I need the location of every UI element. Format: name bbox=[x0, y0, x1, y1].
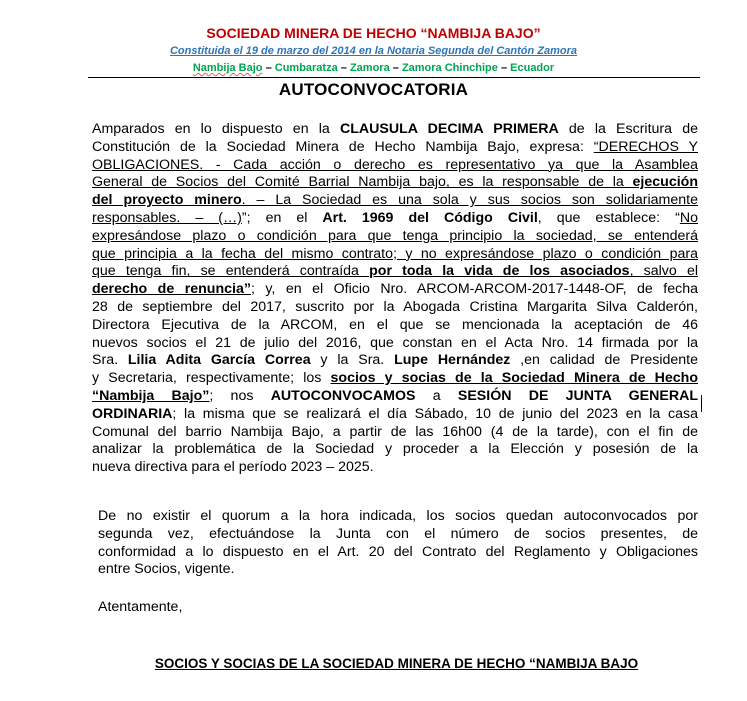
text-cursor bbox=[701, 395, 702, 412]
paragraph-line bbox=[92, 192, 698, 210]
text-run: . – La Sociedad es una sola y sus socios son solidariamente bbox=[241, 192, 698, 209]
text-run: por toda la vida de los asociados bbox=[369, 263, 630, 280]
paragraph-line bbox=[92, 281, 698, 299]
text-run: ; nos bbox=[209, 387, 271, 404]
text-run: ; y, en el Oficio Nro. ARCOM-ARCOM-2017-1448-OF, de fecha bbox=[250, 281, 698, 298]
text-run: nueva directiva para el período 2023 – 2025. bbox=[92, 459, 374, 476]
text-run: No bbox=[679, 209, 698, 226]
place-separator: – bbox=[262, 62, 275, 74]
paragraph-line bbox=[92, 157, 698, 175]
paragraph-line bbox=[92, 459, 698, 477]
paragraph-line bbox=[92, 370, 698, 388]
text-run: SESIÓN DE JUNTA GENERAL bbox=[457, 387, 698, 404]
text-run: “DERECHOS Y bbox=[593, 138, 698, 155]
text-run: ; la misma que se realizará el día Sábado, 10 de junio del 2023 en la casa bbox=[172, 405, 698, 422]
text-run: Constitución de la Sociedad Minera de Hecho Nambija Bajo, expresa: bbox=[92, 138, 594, 155]
text-run: del proyecto minero bbox=[92, 192, 242, 209]
paragraph-line: entre Socios, vigente. bbox=[98, 561, 235, 578]
company-name: SOCIEDAD MINERA DE HECHO “NAMBIJA BAJO” bbox=[206, 25, 541, 41]
paragraph-line bbox=[92, 121, 698, 139]
paragraph-line bbox=[92, 246, 698, 264]
place-name: Nambija Bajo bbox=[192, 62, 263, 74]
text-run: expresándose plazo o condición para que tenga principio la sociedad, se entenderá bbox=[92, 227, 698, 244]
text-run: General de Socios del Comité Barrial Nambija bajo, es la responsable de la bbox=[92, 174, 633, 191]
document-title: AUTOCONVOCATORIA bbox=[278, 80, 469, 99]
paragraph-line bbox=[92, 335, 698, 353]
paragraph-line bbox=[92, 174, 698, 192]
text-run: Comunal del barrio Nambija Bajo, a partir de las 16h00 (4 de la tarde), con el fin de bbox=[92, 423, 698, 440]
place-separator: – bbox=[389, 62, 402, 74]
text-run: de la Escritura de bbox=[558, 121, 698, 137]
text-run: , que establece: “ bbox=[537, 209, 680, 226]
text-run: ,en calidad de Presidente bbox=[510, 352, 698, 369]
signature-line: SOCIOS Y SOCIAS DE LA SOCIEDAD MINERA DE HECHO “NAMBIJA BAJO bbox=[154, 656, 639, 671]
paragraph-line bbox=[92, 228, 698, 246]
text-run: analizar la problemática de la Sociedad y proceder a la Elección y posesión de la bbox=[92, 441, 698, 458]
text-run: Art. 1969 del Código Civil bbox=[322, 209, 538, 226]
text-run: Lupe Hernández bbox=[394, 352, 511, 369]
text-run: y la Sra. bbox=[310, 352, 395, 369]
locations-line bbox=[0, 62, 747, 74]
text-run: ”; en el bbox=[241, 209, 323, 226]
paragraph-line bbox=[92, 388, 698, 406]
constitution-note: Constituida el 19 de marzo del 2014 en la Notaria Segunda del Cantón Zamora bbox=[169, 45, 578, 57]
text-run: AUTOCONVOCAMOS bbox=[270, 387, 416, 404]
text-run: Directora Ejecutiva de la ARCOM, en el que se mencionada la aceptación de 46 bbox=[92, 316, 698, 333]
paragraph-line bbox=[92, 299, 698, 317]
place-name: Cumbaratza bbox=[274, 62, 338, 74]
paragraph-line bbox=[92, 352, 698, 370]
text-run: OBLIGACIONES. - Cada acción o derecho es representativo ya que la Asamblea bbox=[92, 156, 698, 173]
place-separator: – bbox=[337, 62, 350, 74]
paragraph-line bbox=[92, 139, 698, 157]
text-run: , salvo el bbox=[629, 263, 698, 280]
text-run: nuevos socios el 21 de julio del 2016, que constan en el Acta Nro. 14 firmada por la bbox=[92, 334, 698, 351]
place-name: Zamora Chinchipe bbox=[401, 62, 498, 74]
text-run: derecho de renuncia” bbox=[92, 281, 251, 298]
header-divider bbox=[88, 77, 700, 78]
text-run: ORDINARIA bbox=[92, 405, 173, 422]
text-run: Lilia Adita García Correa bbox=[127, 352, 311, 369]
text-run: a bbox=[415, 387, 458, 404]
paragraph-line bbox=[92, 424, 698, 442]
main-paragraph bbox=[92, 121, 698, 477]
text-run: ejecución bbox=[632, 174, 698, 191]
text-run: 28 de septiembre del 2017, suscrito por la Abogada Cristina Margarita Silva Calderón, bbox=[92, 298, 698, 315]
paragraph-line bbox=[92, 317, 698, 335]
quorum-paragraph bbox=[98, 508, 698, 579]
paragraph-line: conformidad a lo dispuesto en el Art. 20 del Contrato del Reglamento y Obligaciones bbox=[98, 543, 698, 560]
paragraph-line: De no existir el quorum a la hora indicada, los socios quedan autoconvocados por bbox=[98, 508, 698, 524]
text-run: “Nambija Bajo” bbox=[92, 387, 210, 404]
place-name: Ecuador bbox=[510, 62, 555, 74]
text-run: Sra. bbox=[92, 352, 128, 369]
text-run: responsables. – (…) bbox=[92, 209, 242, 226]
text-run: socios y socias de la Sociedad Minera de Hecho bbox=[330, 370, 698, 387]
paragraph-line bbox=[92, 263, 698, 281]
place-name: Zamora bbox=[349, 62, 390, 74]
paragraph-line bbox=[92, 210, 698, 228]
paragraph-line bbox=[92, 441, 698, 459]
paragraph-line: segunda vez, efectuándose la Junta con el número de socios presentes, de bbox=[98, 525, 698, 542]
text-run: Amparados en lo dispuesto en la bbox=[92, 121, 340, 137]
text-run: y Secretaria, respectivamente; los bbox=[92, 370, 331, 387]
paragraph-line bbox=[92, 406, 698, 424]
text-run: que principia a la fecha del mismo contrato; y no expresándose plazo o condición para bbox=[92, 245, 698, 262]
text-run: CLAUSULA DECIMA PRIMERA bbox=[339, 121, 559, 137]
place-separator: – bbox=[497, 62, 511, 74]
text-run: que tenga fin, se entenderá contraída bbox=[92, 263, 370, 280]
closing-salutation: Atentamente, bbox=[98, 599, 183, 615]
